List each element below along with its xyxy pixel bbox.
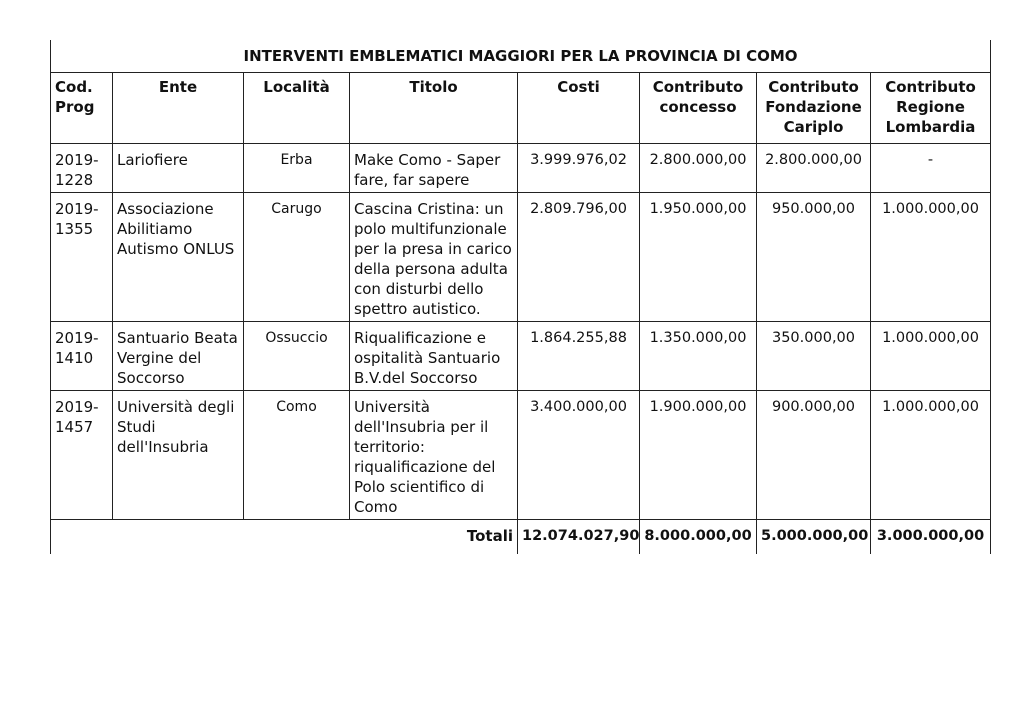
cell-ente: Associazione Abilitiamo Autismo ONLUS [113, 193, 244, 322]
cell-contributo-regione: 1.000.000,00 [871, 391, 991, 520]
cell-contributo-regione: 1.000.000,00 [871, 322, 991, 391]
cell-titolo: Università dell'Insubria per il territorio: riqualificazione del Polo scientifico di Como [350, 391, 518, 520]
cell-contributo-cariplo: 950.000,00 [757, 193, 871, 322]
table-row [51, 391, 991, 520]
header-localita: Località [244, 73, 350, 144]
cell-cod: 2019-1457 [51, 391, 113, 520]
cell-localita: Ossuccio [244, 322, 350, 391]
header-ente: Ente [113, 73, 244, 144]
cell-contributo-cariplo: 2.800.000,00 [757, 144, 871, 193]
table-title: INTERVENTI EMBLEMATICI MAGGIORI PER LA PROVINCIA DI COMO [51, 40, 991, 73]
cell-cod: 2019-1228 [51, 144, 113, 193]
table-header-row [51, 73, 991, 144]
cell-contributo-concesso: 1.900.000,00 [640, 391, 757, 520]
table-row [51, 322, 991, 391]
header-contributo-regione: Contributo Regione Lombardia [871, 73, 991, 144]
header-contributo-concesso: Contributo concesso [640, 73, 757, 144]
cell-contributo-cariplo: 900.000,00 [757, 391, 871, 520]
header-costi: Costi [518, 73, 640, 144]
total-costi: 12.074.027,90 [518, 520, 640, 555]
total-contributo-concesso: 8.000.000,00 [640, 520, 757, 555]
table-title-row [51, 40, 991, 73]
cell-titolo: Riqualificazione e ospitalità Santuario B.V.del Soccorso [350, 322, 518, 391]
cell-costi: 1.864.255,88 [518, 322, 640, 391]
cell-localita: Erba [244, 144, 350, 193]
cell-contributo-concesso: 2.800.000,00 [640, 144, 757, 193]
cell-cod: 2019-1410 [51, 322, 113, 391]
cell-localita: Carugo [244, 193, 350, 322]
cell-costi: 3.999.976,02 [518, 144, 640, 193]
cell-contributo-concesso: 1.950.000,00 [640, 193, 757, 322]
header-contributo-cariplo: Contributo Fondazione Cariplo [757, 73, 871, 144]
cell-localita: Como [244, 391, 350, 520]
table-row [51, 144, 991, 193]
cell-contributo-regione: 1.000.000,00 [871, 193, 991, 322]
document-page [50, 40, 990, 554]
totals-row [51, 520, 991, 555]
cell-costi: 3.400.000,00 [518, 391, 640, 520]
totals-label: Totali [51, 520, 518, 555]
grants-table [50, 40, 991, 554]
cell-contributo-cariplo: 350.000,00 [757, 322, 871, 391]
cell-costi: 2.809.796,00 [518, 193, 640, 322]
cell-titolo: Make Como - Saper fare, far sapere [350, 144, 518, 193]
cell-ente: Santuario Beata Vergine del Soccorso [113, 322, 244, 391]
table-row [51, 193, 991, 322]
cell-cod: 2019-1355 [51, 193, 113, 322]
cell-contributo-regione: - [871, 144, 991, 193]
header-cod-prog: Cod. Prog [51, 73, 113, 144]
total-contributo-regione: 3.000.000,00 [871, 520, 991, 555]
cell-titolo: Cascina Cristina: un polo multifunzionale per la presa in carico della persona adulta con disturbi dello spettro autistico. [350, 193, 518, 322]
cell-ente: Università degli Studi dell'Insubria [113, 391, 244, 520]
cell-contributo-concesso: 1.350.000,00 [640, 322, 757, 391]
header-titolo: Titolo [350, 73, 518, 144]
cell-ente: Lariofiere [113, 144, 244, 193]
total-contributo-cariplo: 5.000.000,00 [757, 520, 871, 555]
